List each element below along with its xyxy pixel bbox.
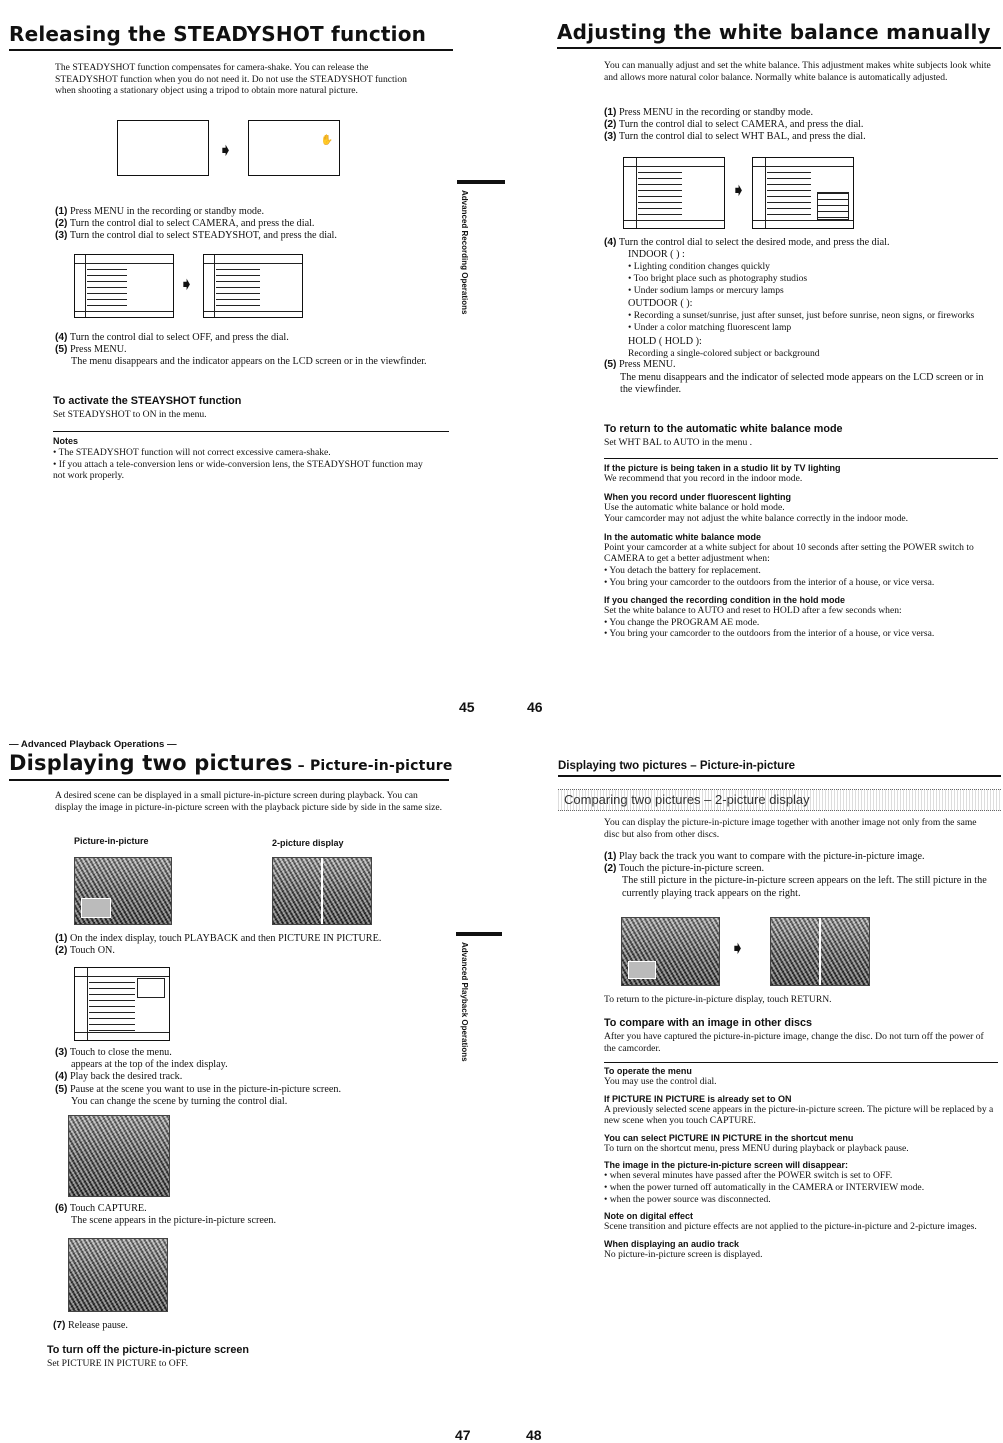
- right-arrow-icon: ➧: [218, 140, 234, 161]
- note-heading: When you record under fluorescent lighting: [604, 491, 792, 502]
- notes-block: [604, 463, 998, 640]
- step-1: (1) Press MENU in the recording or standby mode.: [55, 206, 265, 217]
- header-rule: [558, 775, 1001, 777]
- intro-text: You can manually adjust and set the white balance. This adjustment makes white subjects look white and allows more natural color balance. Normally white balance is automatically adjusted.: [604, 60, 991, 83]
- section-banner: [558, 789, 1001, 811]
- step-3: (3) Turn the control dial to select WHT BAL, and press the dial.: [604, 131, 866, 143]
- title-rule: [557, 47, 1001, 49]
- side-tab-bar: [456, 932, 502, 936]
- hold-text: Recording a single-colored subject or background: [628, 347, 820, 359]
- note-line: • when the power turned off automatically in the CAMERA or INTERVIEW mode.: [604, 1181, 925, 1193]
- title-rule: [9, 49, 453, 51]
- note-heading: If PICTURE IN PICTURE is already set to ON: [604, 1093, 792, 1104]
- step-5-detail: The menu disappears and the indicator of selected mode appears on the LCD screen or in the viewfinder.: [620, 371, 984, 395]
- camera-menu-screenshot: [74, 254, 174, 318]
- page-header: Displaying two pictures – Picture-in-picture: [558, 760, 796, 772]
- right-arrow-icon: ➧: [179, 274, 195, 295]
- turn-off-text: Set PICTURE IN PICTURE to OFF.: [47, 1358, 189, 1369]
- step-2-detail: The still picture in the picture-in-picture screen appears on the left. The still picture in the currently playing track appears on the right.: [622, 875, 987, 899]
- note-item: • The STEADYSHOT function will not correct excessive camera-shake.: [53, 447, 331, 458]
- indoor-item: • Too bright place such as photography studios: [628, 273, 808, 284]
- note-line: Set the white balance to AUTO and reset to HOLD after a few seconds when:: [604, 605, 902, 617]
- note-line: Point your camcorder at a white subject for about 10 seconds after setting the POWER switch to CAMERA to get a better adjustment when:: [604, 541, 974, 565]
- note-line: No picture-in-picture screen is displayed.: [604, 1248, 763, 1260]
- lcd-screen-before: [117, 120, 209, 176]
- notes-rule: [53, 431, 449, 432]
- steadyshot-off-icon: ✋: [320, 135, 333, 146]
- wht-bal-menu-screenshot: [752, 157, 854, 229]
- return-text: To return to the picture-in-picture display, touch RETURN.: [604, 994, 832, 1005]
- step-4: (4) Play back the desired track.: [55, 1071, 183, 1083]
- notes-block: [604, 1066, 998, 1260]
- note-line: • when the power source was disconnected.: [604, 1193, 771, 1205]
- step-4: (4) Turn the control dial to select OFF, and press the dial.: [55, 332, 289, 343]
- note-item: • If you attach a tele-conversion lens or wide-conversion lens, the STEADYSHOT function may not work properly.: [53, 458, 423, 482]
- note-line: Your camcorder may not adjust the white balance correctly in the indoor mode.: [604, 513, 909, 525]
- step-5: (5) Pause at the scene you want to use in the picture-in-picture screen.: [55, 1083, 342, 1095]
- step-2: (2) Touch the picture-in-picture screen.: [604, 863, 765, 875]
- note-heading: The image in the picture-in-picture screen will disappear:: [604, 1160, 849, 1171]
- return-auto-text: Set WHT BAL to AUTO in the menu .: [604, 437, 753, 448]
- step-2: (2) Turn the control dial to select CAMERA, and press the dial.: [604, 119, 864, 131]
- intro-text: A desired scene can be displayed in a small picture-in-picture screen during playback. You can display the image in picture-in-picture screen with the playback picture side by side in the same size.: [55, 790, 443, 813]
- note-line: You may use the control dial.: [604, 1076, 717, 1087]
- label-2-picture-display: 2-picture display: [272, 838, 344, 848]
- section-label: — Advanced Playback Operations —: [9, 739, 177, 750]
- note-heading: Note on digital effect: [604, 1211, 694, 1222]
- note-heading: If you changed the recording condition in the hold mode: [604, 595, 846, 606]
- intro-text: You can display the picture-in-picture image together with another image not only from the same disc but also from other discs.: [604, 817, 977, 840]
- step-3: (3) Turn the control dial to select STEADYSHOT, and press the dial.: [55, 230, 337, 242]
- side-tab-bar: [457, 180, 505, 184]
- return-auto-heading: To return to the automatic white balance mode: [604, 423, 843, 435]
- note-line: Scene transition and picture effects are not applied to the picture-in-picture and 2-picture images.: [604, 1221, 977, 1233]
- page-number-47: 47: [455, 1427, 471, 1443]
- note-line: • You bring your camcorder to the outdoors from the interior of a house, or vice versa.: [604, 628, 935, 640]
- page-title: Displaying two pictures – Picture-in-picture: [9, 751, 453, 775]
- indoor-label: INDOOR ( ) :: [628, 249, 685, 261]
- outdoor-item: • Recording a sunset/sunrise, just after sunset, just before sunrise, neon signs, or fireworks: [628, 310, 975, 322]
- note-heading: In the automatic white balance mode: [604, 531, 762, 542]
- step-5: (5) Press MENU.: [604, 359, 676, 371]
- label-picture-in-picture: Picture-in-picture: [74, 836, 149, 846]
- camera-menu-screenshot: [623, 157, 725, 229]
- side-tab-recording: Advanced Recording Operations: [460, 190, 469, 315]
- step-3-detail: appears at the top of the index display.: [71, 1059, 228, 1071]
- pause-scene-image: [68, 1115, 170, 1197]
- title-rule: [9, 779, 449, 781]
- steadyshot-menu-screenshot: [203, 254, 303, 318]
- pip-screen-image: [621, 917, 720, 986]
- hold-label: HOLD ( HOLD ):: [628, 335, 702, 347]
- note-line: • You change the PROGRAM AE mode.: [604, 616, 760, 628]
- page-number-48: 48: [526, 1427, 542, 1443]
- note-heading: When displaying an audio track: [604, 1238, 740, 1249]
- other-disc-heading: To compare with an image in other discs: [604, 1017, 812, 1029]
- step-6: (6) Touch CAPTURE.: [55, 1203, 147, 1214]
- notes-rule: [604, 1062, 998, 1063]
- indoor-item: • Under sodium lamps or mercury lamps: [628, 284, 784, 296]
- page-number-45: 45: [459, 699, 475, 715]
- side-tab-playback: Advanced Playback Operations: [460, 942, 469, 1062]
- note-heading: If the picture is being taken in a studio lit by TV lighting: [604, 463, 841, 473]
- page-number-46: 46: [527, 699, 543, 715]
- note-line: We recommend that you record in the indoor mode.: [604, 473, 803, 484]
- note-heading: You can select PICTURE IN PICTURE in the shortcut menu: [604, 1132, 854, 1143]
- step-6-detail: The scene appears in the picture-in-picture screen.: [71, 1215, 277, 1227]
- right-arrow-icon: ➧: [731, 180, 747, 201]
- banner-title: Comparing two pictures – 2-picture display: [564, 792, 810, 807]
- note-line: • You bring your camcorder to the outdoors from the interior of a house, or vice versa.: [604, 576, 935, 588]
- notes-rule: [604, 458, 998, 459]
- outdoor-item: • Under a color matching fluorescent lamp: [628, 321, 792, 333]
- right-arrow-icon: ➧: [730, 938, 746, 959]
- two-picture-example-image: [272, 857, 372, 925]
- step-2: (2) Turn the control dial to select CAMERA, and press the dial.: [55, 218, 315, 230]
- step-1: (1) Press MENU in the recording or standby mode.: [604, 107, 814, 118]
- note-line: To turn on the shortcut menu, press MENU during playback or playback pause.: [604, 1142, 909, 1154]
- captured-scene-image: [68, 1238, 168, 1312]
- step-5-detail: You can change the scene by turning the control dial.: [71, 1095, 288, 1107]
- note-line: • You detach the battery for replacement.: [604, 564, 761, 576]
- step-4: (4) Turn the control dial to select the desired mode, and press the dial.: [604, 237, 890, 248]
- note-line: • when several minutes have passed after the POWER switch is set to OFF.: [604, 1170, 893, 1182]
- step-5-detail: The menu disappears and the indicator appears on the LCD screen or in the viewfinder.: [71, 356, 427, 368]
- step-5: (5) Press MENU.: [55, 344, 127, 356]
- intro-text: The STEADYSHOT function compensates for camera-shake. You can release the STEADYSHOT function when you do not need it. Do not use the STEADYSHOT function when shooting a stationary object using a tripod to obtain more natural picture.: [55, 62, 407, 97]
- pip-example-image: [74, 857, 172, 925]
- step-1: (1) On the index display, touch PLAYBACK and then PICTURE IN PICTURE.: [55, 933, 382, 944]
- lcd-screen-after: [248, 120, 340, 176]
- step-7: (7) Release pause.: [53, 1320, 128, 1331]
- page-title: Releasing the STEADYSHOT function: [9, 22, 427, 46]
- step-3: (3) Touch to close the menu.: [55, 1047, 172, 1058]
- playback-menu-screenshot: [74, 967, 170, 1041]
- note-heading: To operate the menu: [604, 1066, 692, 1076]
- other-disc-text: After you have captured the picture-in-picture image, change the disc. Do not turn off the power of the camcorder.: [604, 1031, 984, 1054]
- note-line: Use the automatic white balance or hold mode.: [604, 501, 785, 513]
- two-picture-screen-image: [770, 917, 870, 986]
- indoor-item: • Lighting condition changes quickly: [628, 261, 770, 273]
- note-line: A previously selected scene appears in the picture-in-picture screen. The picture will be replaced by a new scene when you touch CAPTURE.: [604, 1103, 994, 1127]
- activate-text: Set STEADYSHOT to ON in the menu.: [53, 409, 207, 420]
- activate-heading: To activate the STEAYSHOT function: [53, 395, 242, 407]
- step-1: (1) Play back the track you want to compare with the picture-in-picture image.: [604, 851, 925, 862]
- notes-heading: Notes: [53, 436, 79, 446]
- outdoor-label: OUTDOOR ( ):: [628, 298, 693, 310]
- page-title: Adjusting the white balance manually: [557, 20, 991, 44]
- step-2: (2) Touch ON.: [55, 945, 115, 957]
- turn-off-heading: To turn off the picture-in-picture screen: [47, 1344, 249, 1356]
